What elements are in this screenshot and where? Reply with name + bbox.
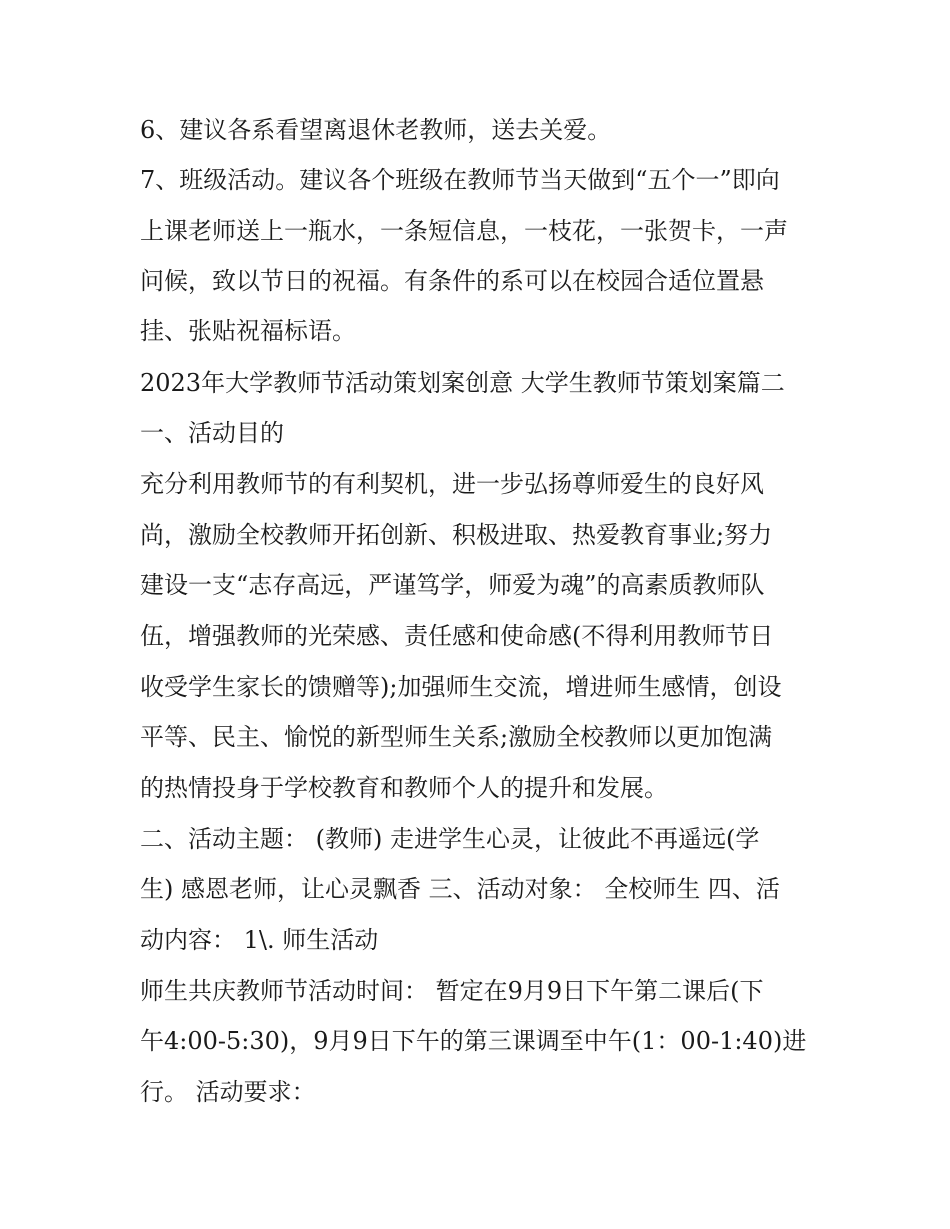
- text-line: 行。 活动要求：: [140, 1078, 316, 1106]
- text-line: 平等、民主、愉悦的新型师生关系;激励全校教师以更加饱满: [140, 723, 773, 751]
- text-line: 伍，增强教师的光荣感、责任感和使命感(不得利用教师节日: [140, 622, 774, 650]
- text-line: 挂、张贴祝福标语。: [140, 317, 356, 345]
- text-line: 6、建议各系看望离退休老教师，送去关爱。: [140, 116, 612, 144]
- heading-activity-purpose: 一、活动目的: [140, 419, 284, 447]
- text-line: 收受学生家长的馈赠等);加强师生交流，增进师生感情，创设: [140, 673, 782, 701]
- text-line: 充分利用教师节的有利契机，进一步弘扬尊师爱生的良好风: [140, 470, 764, 498]
- text-line: 7、班级活动。建议各个班级在教师节当天做到“五个一”即向: [140, 166, 780, 194]
- text-line: 问候，致以节日的祝福。有条件的系可以在校园合适位置悬: [140, 267, 764, 295]
- text-line: 生) 感恩老师，让心灵飘香 三、活动对象： 全校师生 四、活: [140, 875, 780, 903]
- text-line: 尚，激励全校教师开拓创新、积极进取、热爱教育事业;努力: [140, 521, 773, 549]
- section-title: 2023年大学教师节活动策划案创意 大学生教师节策划案篇二: [140, 369, 785, 397]
- text-line: 建设一支“志存高远，严谨笃学，师爱为魂”的高素质教师队: [140, 571, 765, 599]
- text-line: 午4:00-5:30)，9月9日下午的第三课调至中午(1：00-1:40)进: [140, 1027, 807, 1055]
- text-line: 师生共庆教师节活动时间： 暂定在9月9日下午第二课后(下: [140, 977, 764, 1005]
- text-line: 上课老师送上一瓶水，一条短信息，一枝花，一张贺卡，一声: [140, 217, 788, 245]
- text-line: 的热情投身于学校教育和教师个人的提升和发展。: [140, 774, 668, 802]
- text-line: 二、活动主题： (教师) 走进学生心灵，让彼此不再遥远(学: [140, 825, 760, 853]
- text-line: 动内容： 1\. 师生活动: [140, 926, 379, 954]
